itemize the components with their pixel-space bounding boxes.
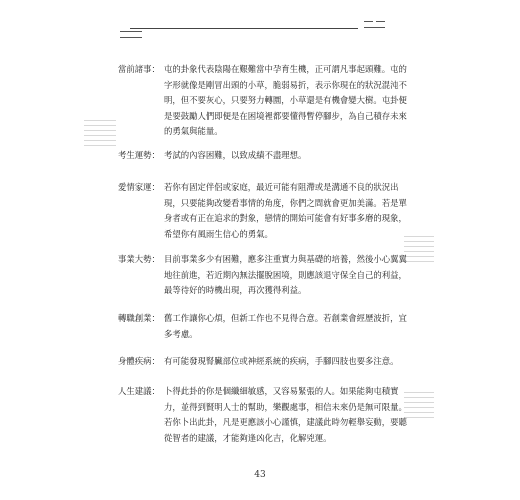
section-job-change (118, 311, 408, 342)
header-hexagram-mark-right (364, 27, 385, 28)
section-health (118, 354, 408, 370)
section-label: 考生運勢： (118, 150, 160, 160)
header-hexagram-mark-left (120, 37, 142, 38)
decorative-hexagram-watermark (84, 120, 116, 150)
section-text: 若你有固定伴侶或家庭，最近可能有阻滯或是溝通不良的狀況出現，只要能夠改變看事情的角度，你們之間就會更加美滿。若是單身者或有正在追求的對象，戀情的開始可能會有好事多磨的現象，希望你有風雨生信心的勇氣。 (164, 182, 407, 239)
header-hexagram-mark-left (120, 31, 142, 32)
section-career (118, 252, 408, 299)
section-exam-fortune (118, 148, 408, 164)
section-label: 身體疾病： (118, 356, 160, 366)
decorative-hexagram-watermark (404, 392, 434, 422)
section-label: 愛情家運： (118, 182, 160, 192)
decorative-hexagram-watermark (404, 236, 434, 266)
section-label: 事業大勢： (118, 254, 160, 264)
section-label: 當前諸事： (118, 64, 160, 74)
header-rule (130, 28, 358, 29)
page-number: 43 (254, 470, 266, 480)
section-text: 屯的卦象代表陰陽在艱難當中孕育生機，正可謂凡事起頭難。屯的字形就像是剛冒出頭的小草，脆弱易折，表示你現在的狀況混沌不明，但不要灰心，只要努力轉圜，小草還是有機會變大樹。屯卦便是要鼓勵人們即便是在困境裡都要懂得暫停腳步，為自己積存未來的勇氣與能量。 (164, 64, 407, 136)
section-current-affairs (118, 62, 408, 140)
section-label: 轉職創業： (118, 313, 160, 323)
section-text: 舊工作讓你心煩，但新工作也不見得合意。若創業會經歷波折，宜多考慮。 (164, 313, 407, 339)
section-text: 考試的內容困難，以致成績不盡理想。 (164, 150, 307, 160)
header-hexagram-mark-right (364, 21, 373, 22)
section-text: 目前事業多少有困難，應多注重實力與基礎的培養，然後小心翼翼地往前進，若近期內無法擺脫困境，則應該退守保全自己的利益，最等待好的時機出現，再次獲得利益。 (164, 254, 407, 295)
section-label: 人生建議： (118, 386, 160, 396)
section-love-family (118, 180, 408, 242)
section-life-advice (118, 384, 408, 446)
section-text: 卜得此卦的你是個纖細敏感，又容易緊張的人。如果能夠屯積實力，並得到賢明人士的幫助，樂觀處事，相信未來仍是無可限量。若你卜出此卦，凡是更應該小心謹慎，建議此時勿輕舉妄動，要聽從智者的建議，才能夠逢凶化吉，化解兇運。 (164, 386, 407, 443)
section-text: 有可能發現腎臟部位或神經系統的疾病，手腳四肢也要多注意。 (164, 356, 399, 366)
header-hexagram-mark-right (376, 21, 385, 22)
